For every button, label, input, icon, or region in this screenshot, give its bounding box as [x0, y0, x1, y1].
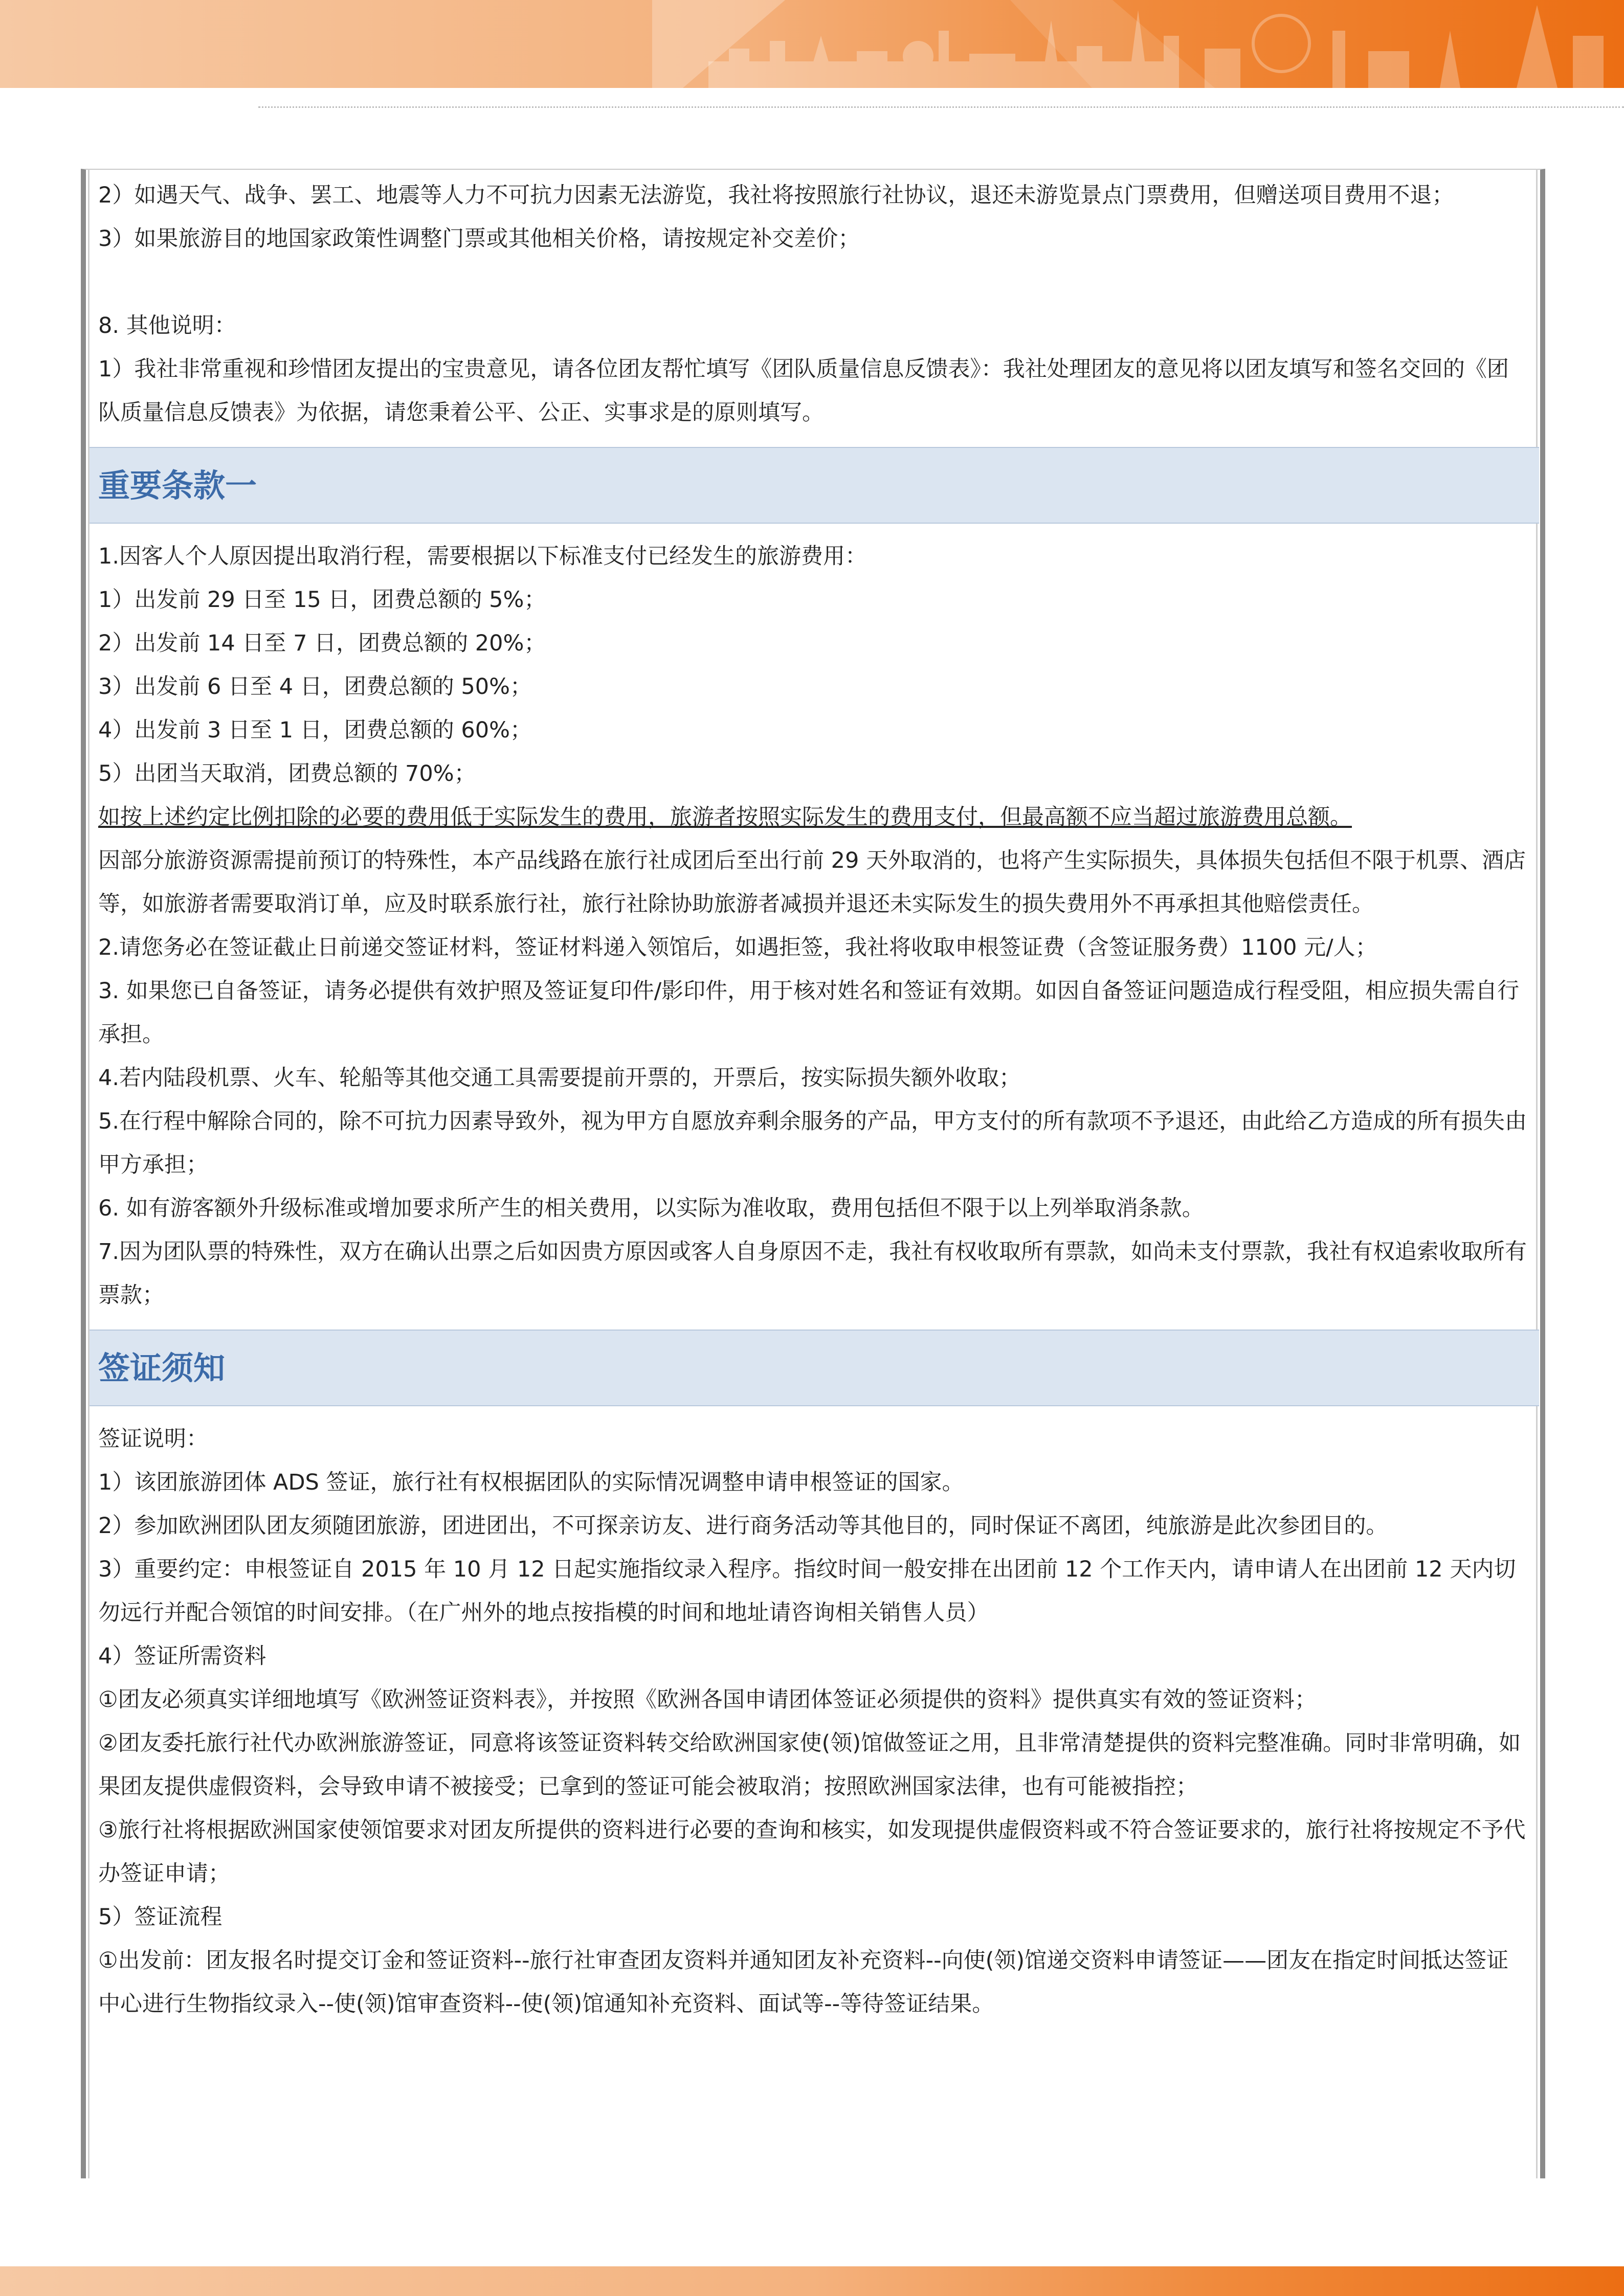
terms-line: 3. 如果您已自备签证，请务必提供有效护照及签证复印件/影印件，用于核对姓名和签证有效期。如因自备签证问题造成行程受阻，相应损失需自行承担。 [98, 978, 1520, 1047]
section-title-visa: 签证须知 [98, 1349, 226, 1387]
intro-line: 3）如果旅游目的地国家政策性调整门票或其他相关价格，请按规定补交差价； [98, 226, 860, 252]
visa-line: ③旅行社将根据欧洲国家使领馆要求对团友所提供的资料进行必要的查询和核实，如发现提供虚假资料或不符合签证要求的，旅行社将按规定不予代办签证申请； [98, 1817, 1526, 1886]
terms-line: 4）出发前 3 日至 1 日，团费总额的 60%； [98, 717, 532, 743]
terms-line: 7.因为团队票的特殊性，双方在确认出票之后如因贵方原因或客人自身原因不走，我社有权收取所有票款，如尚未支付票款，我社有权追索收取所有票款； [98, 1239, 1527, 1308]
terms-line: 4.若内陆段机票、火车、轮船等其他交通工具需要提前开票的，开票后，按实际损失额外收取； [98, 1065, 1021, 1091]
terms-line: 5.在行程中解除合同的，除不可抗力因素导致外，视为甲方自愿放弃剩余服务的产品，甲方支付的所有款项不予退还，由此给乙方造成的所有损失由甲方承担； [98, 1109, 1527, 1178]
visa-line: 3）重要约定：申根签证自 2015 年 10 月 12 日起实施指纹录入程序。指纹时间一般安排在出团前 12 个工作天内，请申请人在出团前 12 天内切勿远行并配合领馆的时间安排。（在广州外的地点按指模的时间和地址请咨询相关销售人员） [98, 1557, 1516, 1626]
visa-line: 1）该团旅游团体 ADS 签证，旅行社有权根据团队的实际情况调整申请申根签证的国家。 [98, 1470, 964, 1495]
visa-line: 5）签证流程 [98, 1904, 223, 1930]
visa-line: ①出发前：团友报名时提交订金和签证资料--旅行社审查团友资料并通知团友补充资料--向使(领)馆递交资料申请签证——团友在指定时间抵达签证中心进行生物指纹录入--使(领)馆审查资料--使(领)馆通知补充资料、面试等--等待签证结果。 [98, 1948, 1509, 2017]
header-banner [0, 0, 1624, 88]
footer-band [0, 2266, 1624, 2296]
header-dotted-rule [258, 106, 1624, 108]
terms-line: 6. 如有游客额外升级标准或增加要求所产生的相关费用，以实际为准收取，费用包括但不限于以上列举取消条款。 [98, 1196, 1204, 1221]
terms-line: 1.因客人个人原因提出取消行程，需要根据以下标准支付已经发生的旅游费用： [98, 544, 867, 569]
terms-line: 2.请您务必在签证截止日前递交签证材料，签证材料递入领馆后，如遇拒签，我社将收取申根签证费（含签证服务费）1100 元/人； [98, 935, 1377, 960]
other-notes-title: 8. 其他说明： [98, 313, 236, 339]
terms-line: 因部分旅游资源需提前预订的特殊性，本产品线路在旅行社成团后至出行前 29 天外取消的，也将产生实际损失，具体损失包括但不限于机票、酒店等，如旅游者需要取消订单，应及时联系旅行社，旅行社除协助旅游者减损并退还未实际发生的损失费用外不再承担其他赔偿责任。 [98, 848, 1526, 917]
visa-line: ①团友必须真实详细地填写《欧洲签证资料表》，并按照《欧洲各国申请团体签证必须提供的资料》提供真实有效的签证资料； [98, 1687, 1317, 1713]
terms-line: 5）出团当天取消，团费总额的 70%； [98, 761, 476, 786]
terms-line: 1）出发前 29 日至 15 日，团费总额的 5%； [98, 587, 546, 613]
visa-line: 签证说明： [98, 1426, 208, 1452]
visa-line: ②团友委托旅行社代办欧洲旅游签证，同意将该签证资料转交给欧洲国家使(领)馆做签证之用，且非常清楚提供的资料完整准确。同时非常明确，如果团友提供虚假资料，会导致申请不被接受；已拿到的签证可能会被取消；按照欧洲国家法律，也有可能被指控； [98, 1730, 1521, 1799]
terms-line: 2）出发前 14 日至 7 日，团费总额的 20%； [98, 631, 546, 656]
terms-underlined-line: 如按上述约定比例扣除的必要的费用低于实际发生的费用，旅游者按照实际发生的费用支付，但最高额不应当超过旅游费用总额。 [98, 804, 1352, 830]
content-body [98, 174, 1530, 2026]
terms-line: 3）出发前 6 日至 4 日，团费总额的 50%； [98, 674, 532, 700]
visa-line: 4）签证所需资料 [98, 1644, 266, 1669]
section-header-visa [90, 1330, 1539, 1406]
visa-line: 2）参加欧洲团队团友须随团旅游，团进团出，不可探亲访友、进行商务活动等其他目的，同时保证不离团，纯旅游是此次参团目的。 [98, 1513, 1388, 1539]
city-skyline-graphic [652, 0, 1624, 88]
intro-line: 2）如遇天气、战争、罢工、地震等人力不可抗力因素无法游览，我社将按照旅行社协议，退还未游览景点门票费用，但赠送项目费用不退； [98, 183, 1454, 208]
section-header-terms [90, 447, 1539, 524]
other-notes-line: 1）我社非常重视和珍惜团友提出的宝贵意见，请各位团友帮忙填写《团队质量信息反馈表》：我社处理团友的意见将以团友填写和签名交回的《团队质量信息反馈表》为依据，请您秉着公平、公正、实事求是的原则填写。 [98, 356, 1509, 425]
section-title-terms: 重要条款一 [98, 466, 257, 504]
